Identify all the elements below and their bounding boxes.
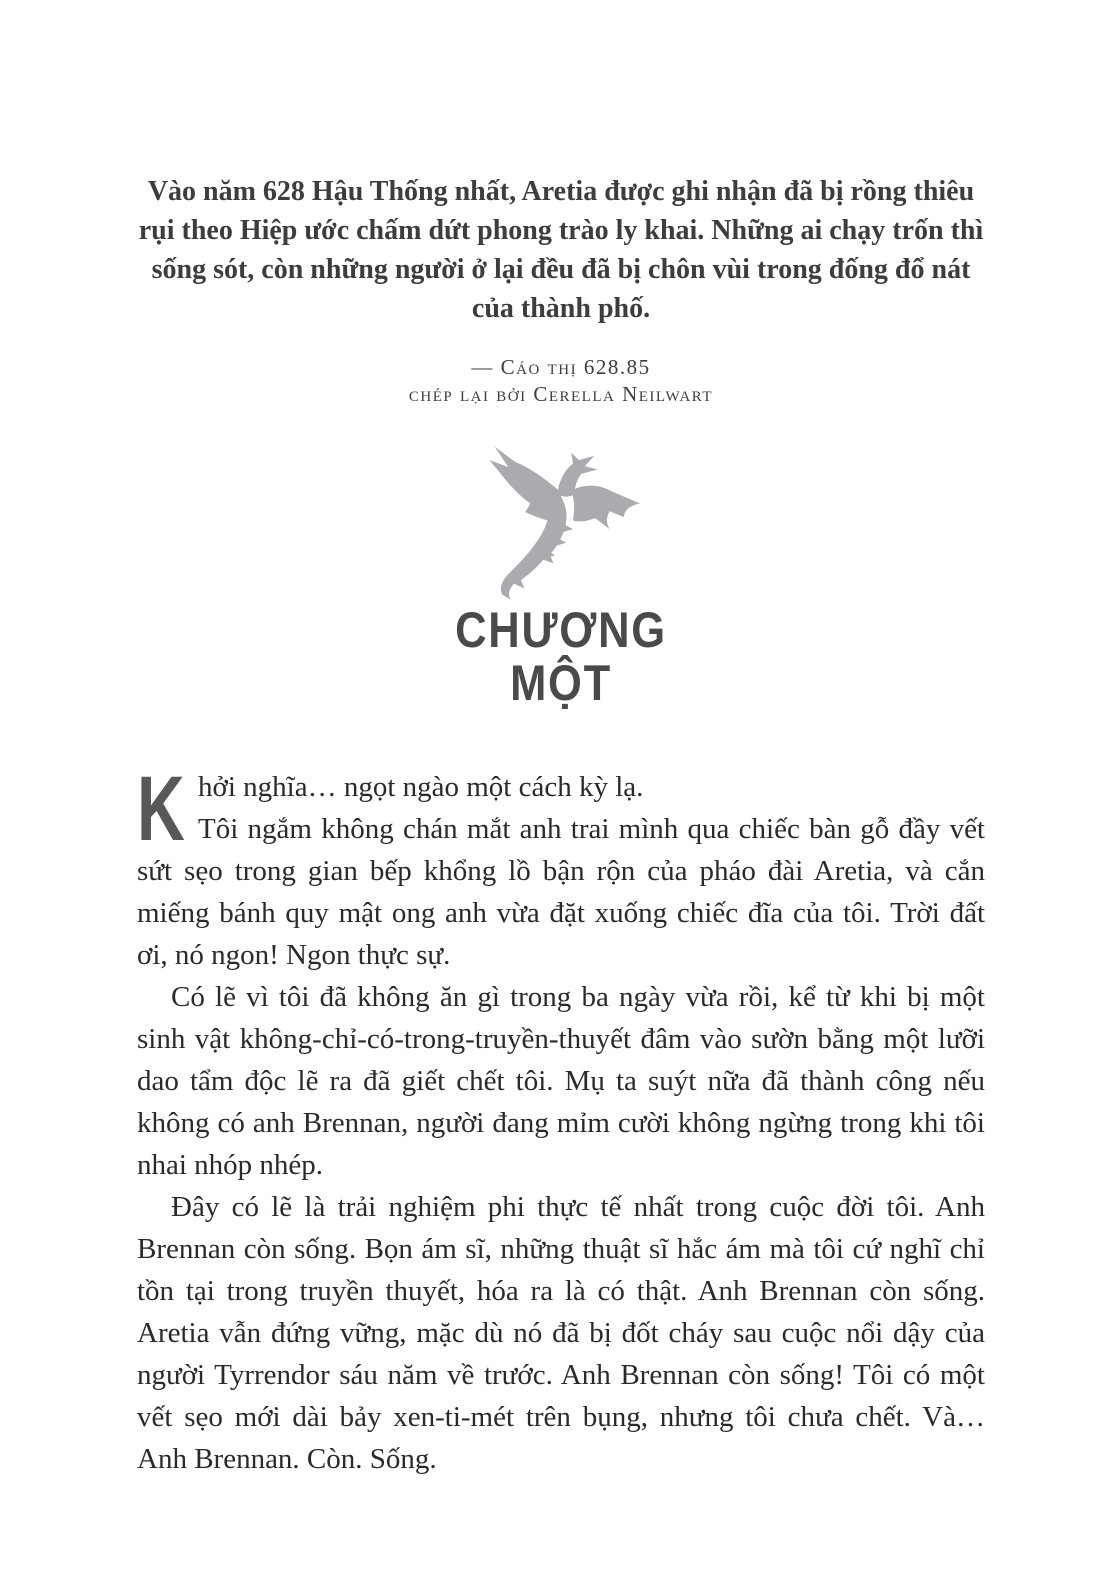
chapter-title-line1: CHƯƠNG <box>455 602 667 658</box>
chapter-title <box>192 604 930 710</box>
attribution-source: — Cáo thị 628.85 <box>471 355 651 379</box>
body-text <box>137 758 985 1480</box>
chapter-title-line2: MỘT <box>510 655 612 711</box>
attribution-scribe: chép lại bởi Cerella Neilwart <box>408 382 714 406</box>
paragraph-2: Có lẽ vì tôi đã không ăn gì trong ba ngày vừa rồi, kể từ khi bị một sinh vật không-chỉ-có-trong-truyền-thuyết đâm vào sườn bằng một lưỡi dao tẩm độc lẽ ra đã giết chết tôi. Mụ ta suýt nữa đã thành công nếu không có anh Brennan, người đang mỉm cười không ngừng trong khi tôi nhai nhóp nhép. <box>137 981 985 1181</box>
page-content <box>0 172 1103 1480</box>
paragraph-1: Tôi ngắm không chán mắt anh trai mình qua chiếc bàn gỗ đầy vết sứt sẹo trong gian bếp khổng lồ bận rộn của pháo đài Aretia, và cắn miếng bánh quy mật ong anh vừa đặt xuống chiếc đĩa của tôi. Trời đất ơi, nó ngon! Ngon thực sự. <box>137 813 985 971</box>
epigraph-attribution <box>137 354 985 408</box>
drop-cap: K <box>137 758 185 860</box>
dragon-icon <box>475 438 647 604</box>
paragraph-opening-line: hởi nghĩa… ngọt ngào một cách kỳ lạ. <box>198 771 644 803</box>
epigraph-text: Vào năm 628 Hậu Thống nhất, Aretia được ghi nhận đã bị rồng thiêu rụi theo Hiệp ước chấm dứt phong trào ly khai. Những ai chạy trốn thì sống sót, còn những người ở lại đều đã bị chôn vùi trong đống đổ nát của thành phố. <box>138 176 984 324</box>
paragraph-3: Đây có lẽ là trải nghiệm phi thực tế nhất trong cuộc đời tôi. Anh Brennan còn sống. Bọn ám sĩ, những thuật sĩ hắc ám mà tôi cứ nghĩ chỉ tồn tại trong truyền thuyết, hóa ra là có thật. Anh Brennan còn sống. Aretia vẫn đứng vững, mặc dù nó đã bị đốt cháy sau cuộc nổi dậy của người Tyrrendor sáu năm về trước. Anh Brennan còn sống! Tôi có một vết sẹo mới dài bảy xen-ti-mét trên bụng, nhưng tôi chưa chết. Và… Anh Brennan. Còn. Sống. <box>137 1191 985 1475</box>
